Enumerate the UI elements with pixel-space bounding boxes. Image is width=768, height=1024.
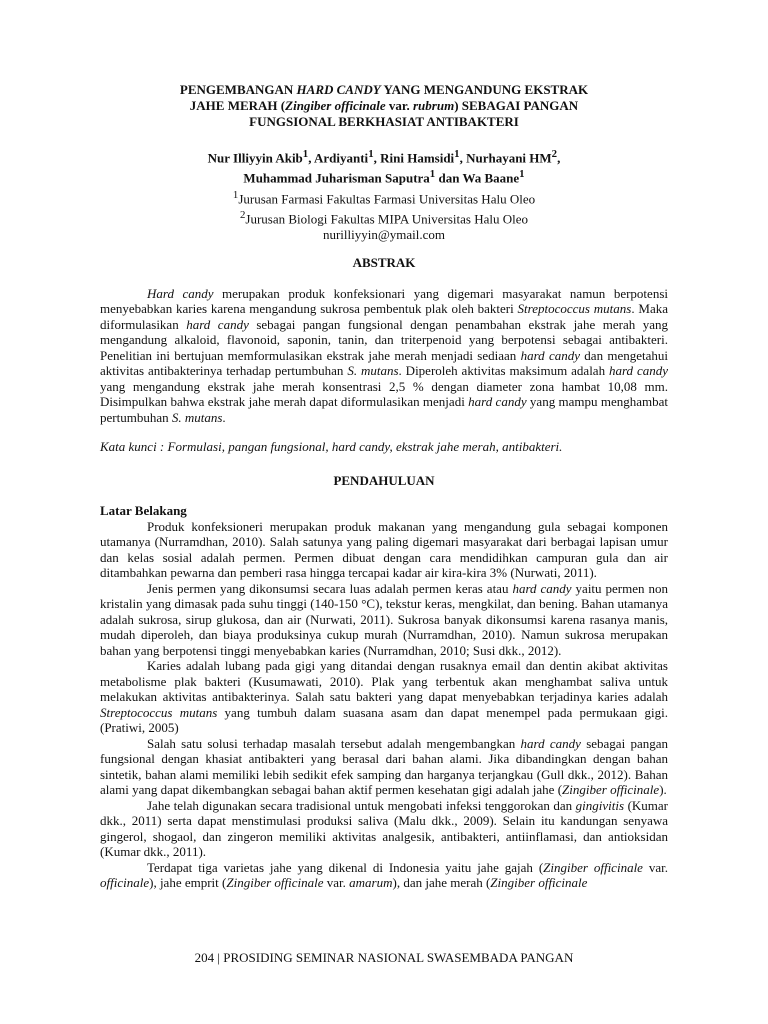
abstract-paragraph — [100, 286, 668, 426]
body-paragraph-1: Produk konfeksioneri merupakan produk makanan yang mengandung gula sebagai komponen utamanya (Nurramdhan, 2010). Salah satunya yang paling digemari masyarakat dari berbagai lapisan umur dan kelas sosial adalah permen. Permen dibuat dengan cara mendidihkan campuran gula dan air ditambahkan pewarna dan pemberi rasa hingga tercapai kadar air kira-kira 3% (Nurwati, 2011). — [100, 518, 668, 581]
body-text: yang tumbuh dalam suasana asam dan dapat menempel pada permukaan gigi. (Pratiwi, 2005) — [100, 704, 669, 736]
body-text: yaitu permen non kristalin yang dimasak pada suhu tinggi (140-150 °C), tekstur keras, mengkilat, dan bening. Bahan utamanya adalah sukrosa, sirup glukosa, dan air (Nurwati, 2011). Sukrosa banyak dikonsumsi karena rasanya manis, mudah diperoleh, dan biaya produksinya cukup murah (Nurramdhan, 2010). Namun sukrosa merupakan bahan yang berpotensi tinggi menyebabkan karies (Nurramdhan, 2010; Susi dkk., 2012). — [100, 580, 668, 658]
body-paragraph-3 — [100, 658, 668, 736]
body-text: var. — [323, 875, 350, 891]
affil-marker: 2 — [239, 208, 246, 221]
body-text: var. — [642, 859, 668, 875]
body-text: ), jahe emprit ( — [149, 875, 227, 891]
author-name: , Nurhayani HM — [459, 150, 552, 166]
affil-marker: 1 — [368, 148, 374, 160]
author-name: Muhammad Juharisman Saputra — [243, 170, 430, 186]
title-italic: Zingiber officinale — [285, 98, 386, 113]
affil-marker: 2 — [551, 148, 558, 160]
paper-title — [100, 82, 668, 130]
species-italic: Zingiber officinale — [490, 875, 588, 891]
affiliation-1 — [100, 187, 668, 207]
affil-marker: 1 — [454, 148, 460, 160]
title-line-2 — [100, 98, 668, 114]
abstract-text: sebagai pangan fungsional dengan penambahan ekstrak jahe merah yang mengandung alkaloid, flavonoid, saponin, tanin, dan triterpenoid yang berpotensi sebagai antibakteri. Penelitian ini bertujuan memformulasikan ekstrak jahe merah menjadi sediaan — [100, 316, 668, 363]
title-italic: HARD CANDY — [296, 82, 381, 97]
page-footer: 204 | PROSIDING SEMINAR NASIONAL SWASEMBADA PANGAN — [194, 950, 574, 965]
title-text: PENGEMBANGAN — [179, 82, 297, 97]
term-italic: hard candy — [608, 363, 668, 379]
term-italic: hard candy — [468, 394, 527, 410]
body-paragraph-2 — [100, 581, 668, 659]
abstract-text: . Maka diformulasikan — [100, 301, 668, 332]
affiliation-text: Jurusan Biologi Fakultas MIPA Universitas Halu Oleo — [245, 211, 529, 227]
title-line-3: FUNGSIONAL BERKHASIAT ANTIBAKTERI — [249, 114, 519, 129]
affiliation-2 — [100, 207, 668, 227]
author-list — [100, 146, 668, 187]
abstract-text: merupakan produk konfeksionari yang digemari masyarakat namun berpotensi menyebabkan karies karena mengandung sukrosa pembentuk plak oleh bakteri — [100, 285, 668, 317]
body-text: ). — [659, 782, 667, 798]
subsection-heading: Latar Belakang — [100, 503, 187, 519]
keywords — [100, 439, 668, 455]
title-italic: rubrum — [412, 98, 455, 113]
abstract-text: . Diperoleh aktivitas maksimum adalah — [398, 363, 609, 379]
body-paragraph-6 — [100, 860, 668, 891]
term-italic: Hard candy — [147, 285, 214, 301]
authors-line-2 — [100, 166, 668, 186]
title-text: JAHE MERAH ( — [189, 98, 286, 113]
keywords-text: , pangan fungsional, hard candy, ekstrak jahe merah, antibakteri. — [221, 439, 563, 455]
species-italic: amarum — [349, 875, 393, 891]
affiliations — [100, 187, 668, 244]
body-text: Salah satu solusi terhadap masalah tersebut adalah mengembangkan — [147, 735, 521, 751]
term-italic: hard candy — [186, 316, 249, 332]
abstract-text: yang mengandung ekstrak jahe merah konsentrasi 2,5 % dengan diameter zona hambat 10,08 mm. Disimpulkan bahwa ekstrak jahe merah dapat diformulasikan menjadi — [100, 378, 668, 410]
title-text: ) SEBAGAI PANGAN — [454, 98, 579, 113]
body-text: (Kumar dkk., 2011) serta dapat menstimulasi produksi saliva (Malu dkk., 2009). Selain itu kandungan senyawa gingerol, shogaol, dan zingeron memiliki aktivitas analgesik, antibakteri, antiinflamasi, dan antioksidan (Kumar dkk., 2011). — [100, 797, 668, 860]
body-text: Jahe telah digunakan secara tradisional untuk mengobati infeksi tenggorokan dan — [147, 797, 576, 813]
abstract-text: . — [222, 409, 226, 425]
term-italic: hard candy — [520, 735, 581, 751]
keywords-label: Kata kunci : Formulasi — [100, 439, 222, 455]
abstract-text: dan mengetahui aktivitas antibakterinya terhadap pertumbuhan — [100, 347, 669, 379]
author-name: , Rini Hamsidi — [373, 150, 455, 166]
species-italic: Zingiber officinale — [226, 875, 324, 891]
species-italic: S. mutans — [171, 409, 223, 425]
species-italic: Zingiber officinale — [543, 859, 643, 875]
abstract-text: yang mampu menghambat pertumbuhan — [100, 394, 668, 425]
species-italic: Streptococcus mutans — [517, 301, 632, 317]
affil-marker: 1 — [519, 168, 525, 181]
author-separator: , — [557, 150, 561, 166]
author-email: nurilliyyin@ymail.com — [322, 227, 446, 243]
affil-marker: 1 — [429, 168, 436, 181]
species-italic: S. mutans — [347, 363, 399, 379]
abstract-heading: ABSTRAK — [352, 255, 416, 271]
body-text: Jenis permen yang dikonsumsi secara luas adalah permen keras atau — [147, 580, 513, 596]
term-italic: hard candy — [520, 347, 580, 363]
body-paragraph-5 — [100, 798, 668, 860]
title-line-1 — [100, 82, 668, 98]
introduction-heading: PENDAHULUAN — [333, 472, 435, 488]
title-text: var. — [385, 98, 413, 113]
authors-line-1 — [100, 146, 668, 166]
affiliation-text: Jurusan Farmasi Fakultas Farmasi Universitas Halu Oleo — [238, 190, 536, 206]
body-paragraph-4 — [100, 736, 668, 798]
author-name: , Ardiyanti — [308, 150, 369, 166]
body-text: Karies adalah lubang pada gigi yang ditandai dengan rusaknya email dan dentin akibat aktivitas metabolisme plak bakteri (Kusumawati, 2010). Plak yang terbentuk akan menghambat saliva untuk melakukan aktivitas antibakterinya. Salah satu bakteri yang dapat menyebabkan terjadinya karies adalah — [100, 658, 668, 705]
term-italic: gingivitis — [575, 797, 625, 813]
paper-content — [100, 82, 668, 891]
species-italic: Zingiber officinale — [562, 782, 660, 798]
author-name: dan Wa Baane — [435, 170, 520, 186]
author-name: Nur Illiyyin Akib — [207, 150, 303, 166]
body-text: ), dan jahe merah ( — [392, 875, 491, 891]
term-italic: hard candy — [512, 580, 572, 596]
species-italic: officinale — [100, 875, 150, 891]
affil-marker: 1 — [232, 188, 239, 201]
body-text: Terdapat tiga varietas jahe yang dikenal di Indonesia yaitu jahe gajah ( — [147, 859, 544, 875]
body-text: sebagai pangan fungsional dengan khasiat antibakteri yang berasal dari bahan alami. Jika dibandingkan dengan bahan sintetik, bahan alami memiliki lebih sedikit efek samping dan harganya terjangkau (Gull dkk., 2012). Bahan alami yang dapat dikembangkan sebagai bahan aktif permen kesehatan gigi adalah jahe ( — [100, 735, 668, 798]
affil-marker: 1 — [302, 148, 309, 160]
title-text: YANG MENGANDUNG EKSTRAK — [380, 82, 589, 97]
species-italic: Streptococcus mutans — [100, 704, 218, 720]
